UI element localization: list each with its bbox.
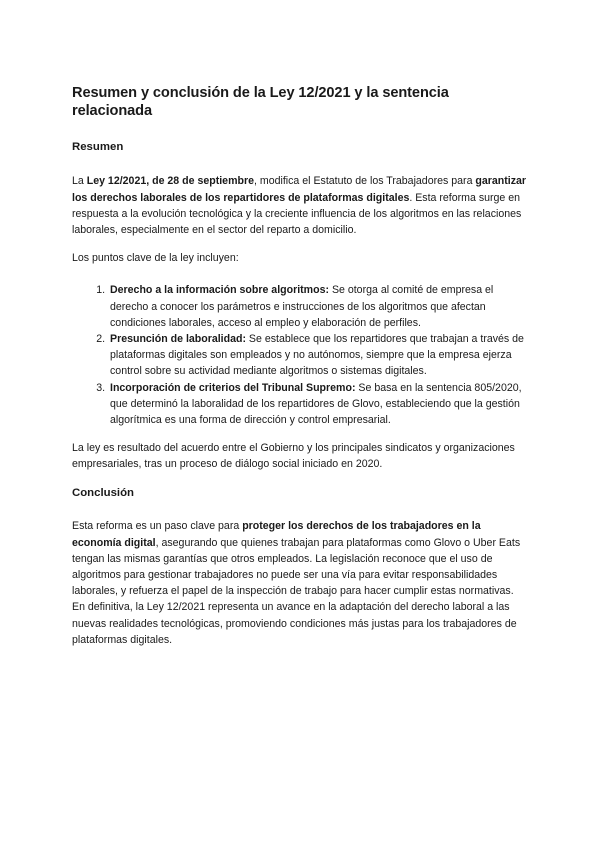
intro-text-1: La <box>72 175 87 188</box>
key-point-text: Se establece que los repartidores que trabajan a través de plataformas digitales son empleados y no autónomos, siempre que la empresa ejerza control sobre su actividad mediante algoritmos o sistemas digitales. <box>110 332 524 378</box>
key-point-title: Incorporación de criterios del Tribunal Supremo: <box>110 381 356 394</box>
conclusion-text-1: Esta reforma es un paso clave para <box>72 520 243 533</box>
intro-text-3: . Esta reforma surge en respuesta a la evolución tecnológica y la creciente influencia de los algoritmos en las relaciones laborales, especialmente en el sector del reparto a domicilio. <box>72 191 522 236</box>
conclusion-emphasis: proteger los derechos de los trabajadores en la economía digital <box>72 520 481 549</box>
list-item <box>108 282 528 331</box>
document-page <box>72 84 528 660</box>
key-point-text: Se otorga al comité de empresa el derecho a conocer los parámetros e instrucciones de los algoritmos que afectan condiciones laborales, acceso al empleo y elaboración de perfiles. <box>110 284 494 329</box>
list-item <box>108 331 528 380</box>
document-title: Resumen y conclusión de la Ley 12/2021 y la sentencia relacionada <box>72 85 449 120</box>
key-points-list <box>72 282 528 428</box>
key-point-text: Se basa en la sentencia 805/2020, que determinó la laboralidad de los repartidores de Glovo, estableciendo que la gestión algorítmica es una forma de dirección y control empresarial. <box>110 381 522 426</box>
list-item <box>108 380 528 429</box>
key-points-intro: Los puntos clave de la ley incluyen: <box>72 252 239 265</box>
section-heading-resumen: Resumen <box>72 141 124 154</box>
section-heading-conclusion: Conclusión <box>72 486 135 499</box>
resumen-intro-paragraph <box>72 173 528 238</box>
resumen-closing-paragraph: La ley es resultado del acuerdo entre el Gobierno y los principales sindicatos y organizaciones empresariales, tras un proceso de diálogo social iniciado en 2020. <box>72 442 515 471</box>
conclusion-text-2: , asegurando que quienes trabajan para plataformas como Glovo o Uber Eats tengan las mismas garantías que otros empleados. La legislación reconoce que el uso de algoritmos para gestionar trabajadores no puede ser una vía para evitar responsabilidades laborales, y refuerza el papel de la inspección de trabajo para hacer cumplir estas normativas. En definitiva, la Ley 12/2021 representa un avance en la adaptación del derecho laboral a las nuevas realidades tecnológicas, promoviendo condiciones más justas para los trabajadores de plataformas digitales. <box>72 536 521 646</box>
intro-law-name: Ley 12/2021, de 28 de septiembre <box>86 175 254 188</box>
intro-text-2: , modifica el Estatuto de los Trabajadores para <box>253 175 476 188</box>
key-point-title: Derecho a la información sobre algoritmos: <box>110 284 329 297</box>
key-point-title: Presunción de laboralidad: <box>110 332 246 345</box>
conclusion-paragraph <box>72 518 528 648</box>
intro-law-purpose: garantizar los derechos laborales de los repartidores de plataformas digitales <box>72 175 527 204</box>
